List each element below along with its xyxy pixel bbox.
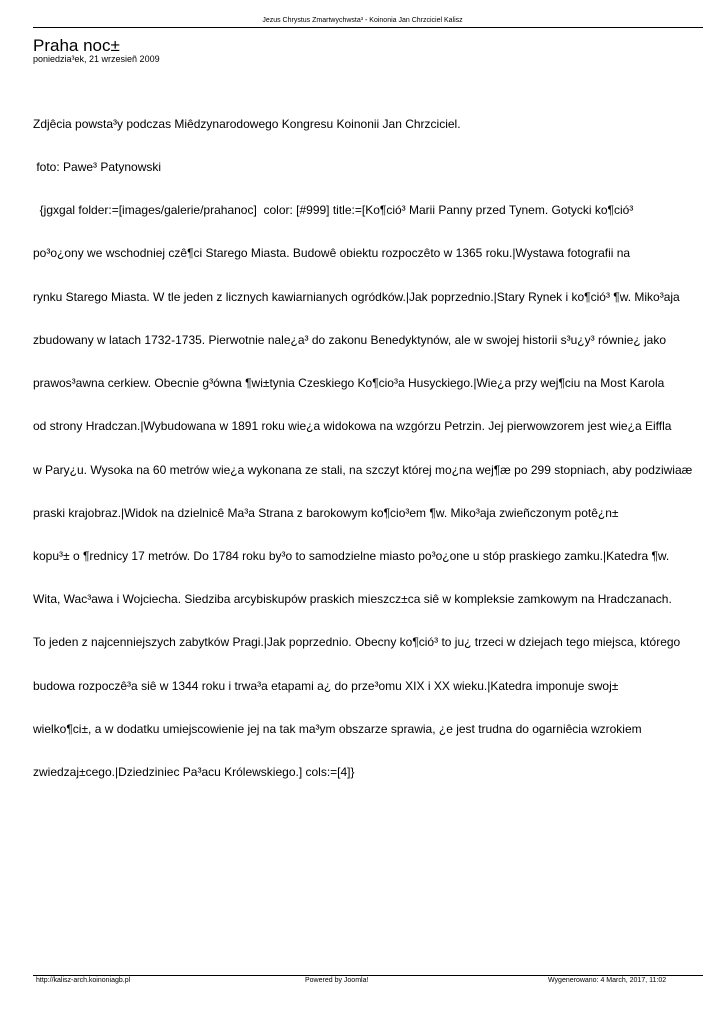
article-body [33, 88, 705, 794]
body-line: kopu³± o ¶rednicy 17 metrów. Do 1784 roku by³o to samodzielne miasto po³o¿one u stóp praskiego zamku.|Katedra ¶w. [33, 549, 670, 563]
body-line: prawos³awna cerkiew. Obecnie g³ówna ¶wi±tynia Czeskiego Ko¶cio³a Husyckiego.|Wie¿a przy wej¶ciu na Most Karola [33, 376, 665, 391]
body-line: zwiedzaj±cego.|Dziedziniec Pa³acu Królewskiego.] cols:=[4]} [33, 765, 355, 780]
body-line: po³o¿ony we wschodniej czê¶ci Starego Miasta. Budowê obiektu rozpoczêto w 1365 roku.|Wystawa fotografii na [33, 246, 631, 261]
body-line: od strony Hradczan.|Wybudowana w 1891 roku wie¿a widokowa na wzgórzu Petrzin. Jej pierwowzorem jest wie¿a Eiffla [33, 419, 672, 434]
body-line: wielko¶ci±, a w dodatku umiejscowienie jej na tak ma³ym obszarze sprawia, ¿e jest trudna do ogarniêcia wzrokiem [33, 721, 642, 736]
body-line: To jeden z najcenniejszych zabytków Pragi.|Jak poprzednio. Obecny ko¶ció³ to ju¿ trzeci w dziejach tego miejsca, którego [33, 635, 681, 650]
body-line: {jgxgal folder:=[images/galerie/prahanoc] color: [#999] title:=[Ko¶ció³ Marii Panny przed Tynem. Gotycki ko¶ció³ [33, 203, 634, 218]
body-line: w Pary¿u. Wysoka na 60 metrów wie¿a wykonana ze stali, na szczyt której mo¿na wej¶æ po 299 stopniach, aby podziwiaæ [33, 462, 693, 477]
site-header-title: Jezus Chrystus Zmartwychwsta³ - Koinonia Jan Chrzciciel Kalisz [262, 17, 463, 24]
body-line: Wita, Wac³awa i Wojciecha. Siedziba arcybiskupów praskich mieszcz±ca siê w kompleksie zamkowym na Hradczanach. [33, 592, 672, 607]
article-title: Praha noc± [33, 36, 120, 55]
article-date: poniedzia³ek, 21 wrzesieñ 2009 [33, 54, 160, 64]
header-divider [33, 27, 703, 28]
body-line: rynku Starego Miasta. W tle jeden z licznych kawiarnianych ogródków.|Jak poprzednio.|Stary Rynek i ko¶ció³ ¶w. Miko³aja [33, 289, 680, 304]
body-line: zbudowany w latach 1732-1735. Pierwotnie nale¿a³ do zakonu Benedyktynów, ale w swojej historii s³u¿y³ równie¿ jako [33, 332, 666, 347]
body-line: foto: Pawe³ Patynowski [33, 160, 162, 175]
body-line: Zdjêcia powsta³y podczas Miêdzynarodowego Kongresu Koinonii Jan Chrzciciel. [33, 116, 461, 131]
footer-powered-by: Powered by Joomla! [305, 977, 369, 984]
footer-url: http://kalisz-arch.koinoniagb.pl [36, 977, 131, 984]
footer-generated-date: Wygenerowano: 4 March, 2017, 11:02 [548, 977, 667, 984]
body-line: budowa rozpoczê³a siê w 1344 roku i trwa³a etapami a¿ do prze³omu XIX i XX wieku.|Katedra imponuje swoj± [33, 678, 619, 693]
body-line: praski krajobraz.|Widok na dzielnicê Ma³a Strana z barokowym ko¶cio³em ¶w. Miko³aja zwieñczonym potê¿n± [33, 505, 619, 520]
